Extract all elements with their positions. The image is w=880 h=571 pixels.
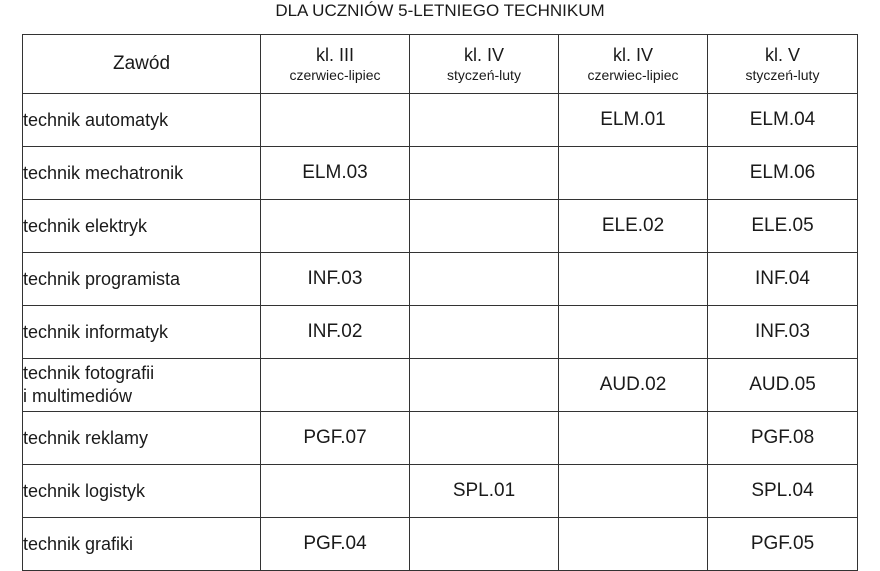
cell-exam-code: PGF.07 <box>261 412 410 465</box>
cell-exam-code <box>559 518 708 571</box>
table-header-row <box>23 35 858 94</box>
cell-zawod <box>23 147 261 200</box>
cell-exam-code: ELM.06 <box>708 147 858 200</box>
cell-exam-code: ELE.02 <box>559 200 708 253</box>
cell-exam-code: SPL.01 <box>410 465 559 518</box>
cell-exam-code <box>410 359 559 412</box>
zawod-name-line: technik automatyk <box>23 109 169 130</box>
table-row <box>23 412 858 465</box>
cell-exam-code <box>559 253 708 306</box>
header-col-3 <box>559 35 708 94</box>
table-row <box>23 253 858 306</box>
zawod-name-line: technik reklamy <box>23 427 149 448</box>
table-row <box>23 200 858 253</box>
header-col-2 <box>410 35 559 94</box>
zawod-name-line: technik elektryk <box>23 215 148 236</box>
header-class-label: kl. IV <box>612 45 653 65</box>
header-col-1 <box>261 35 410 94</box>
cell-exam-code <box>410 253 559 306</box>
cell-exam-code <box>261 94 410 147</box>
header-period-label: styczeń-luty <box>745 67 820 83</box>
zawod-name-line: technik informatyk <box>23 321 169 342</box>
header-zawod <box>23 35 261 94</box>
cell-exam-code: INF.03 <box>708 306 858 359</box>
table-body <box>23 94 858 571</box>
cell-zawod <box>23 200 261 253</box>
cell-zawod <box>23 253 261 306</box>
cell-exam-code: PGF.05 <box>708 518 858 571</box>
cell-exam-code: ELM.03 <box>261 147 410 200</box>
table-row <box>23 147 858 200</box>
table-row <box>23 359 858 412</box>
cell-exam-code: INF.02 <box>261 306 410 359</box>
cell-exam-code <box>410 306 559 359</box>
table-row <box>23 94 858 147</box>
zawod-name-line: technik logistyk <box>23 480 146 501</box>
zawod-name-line: i multimediów <box>23 386 133 406</box>
header-class-label: kl. V <box>764 45 800 65</box>
cell-zawod <box>23 412 261 465</box>
cell-exam-code <box>261 200 410 253</box>
cell-exam-code: SPL.04 <box>708 465 858 518</box>
table-row <box>23 306 858 359</box>
cell-exam-code <box>559 306 708 359</box>
page-title: DLA UCZNIÓW 5-LETNIEGO TECHNIKUM <box>275 1 605 20</box>
header-period-label: styczeń-luty <box>447 67 521 83</box>
cell-exam-code <box>559 147 708 200</box>
header-class-label: kl. IV <box>463 45 504 65</box>
cell-zawod <box>23 94 261 147</box>
cell-exam-code <box>410 518 559 571</box>
cell-exam-code: ELM.01 <box>559 94 708 147</box>
cell-exam-code: AUD.05 <box>708 359 858 412</box>
table-row <box>23 465 858 518</box>
cell-exam-code <box>261 465 410 518</box>
cell-exam-code <box>559 465 708 518</box>
zawod-name-line: technik grafiki <box>23 533 134 554</box>
header-period-label: czerwiec-lipiec <box>289 67 381 83</box>
cell-exam-code <box>261 359 410 412</box>
cell-exam-code: ELE.05 <box>708 200 858 253</box>
table-row <box>23 518 858 571</box>
zawod-name-line: technik fotografii <box>23 363 155 383</box>
cell-exam-code <box>559 412 708 465</box>
cell-zawod <box>23 359 261 412</box>
cell-zawod <box>23 465 261 518</box>
zawod-name-line: technik mechatronik <box>23 162 184 183</box>
header-period-label: czerwiec-lipiec <box>587 67 679 83</box>
cell-exam-code: AUD.02 <box>559 359 708 412</box>
cell-exam-code <box>410 147 559 200</box>
header-col-4 <box>708 35 858 94</box>
cell-zawod <box>23 306 261 359</box>
cell-zawod <box>23 518 261 571</box>
cell-exam-code: PGF.04 <box>261 518 410 571</box>
cell-exam-code <box>410 94 559 147</box>
exam-schedule-table <box>22 34 858 571</box>
cell-exam-code: INF.04 <box>708 253 858 306</box>
cell-exam-code <box>410 200 559 253</box>
cell-exam-code: ELM.04 <box>708 94 858 147</box>
zawod-name-line: technik programista <box>23 268 181 289</box>
cell-exam-code: PGF.08 <box>708 412 858 465</box>
header-zawod-label: Zawód <box>112 53 171 74</box>
cell-exam-code: INF.03 <box>261 253 410 306</box>
cell-exam-code <box>410 412 559 465</box>
header-class-label: kl. III <box>315 45 354 65</box>
